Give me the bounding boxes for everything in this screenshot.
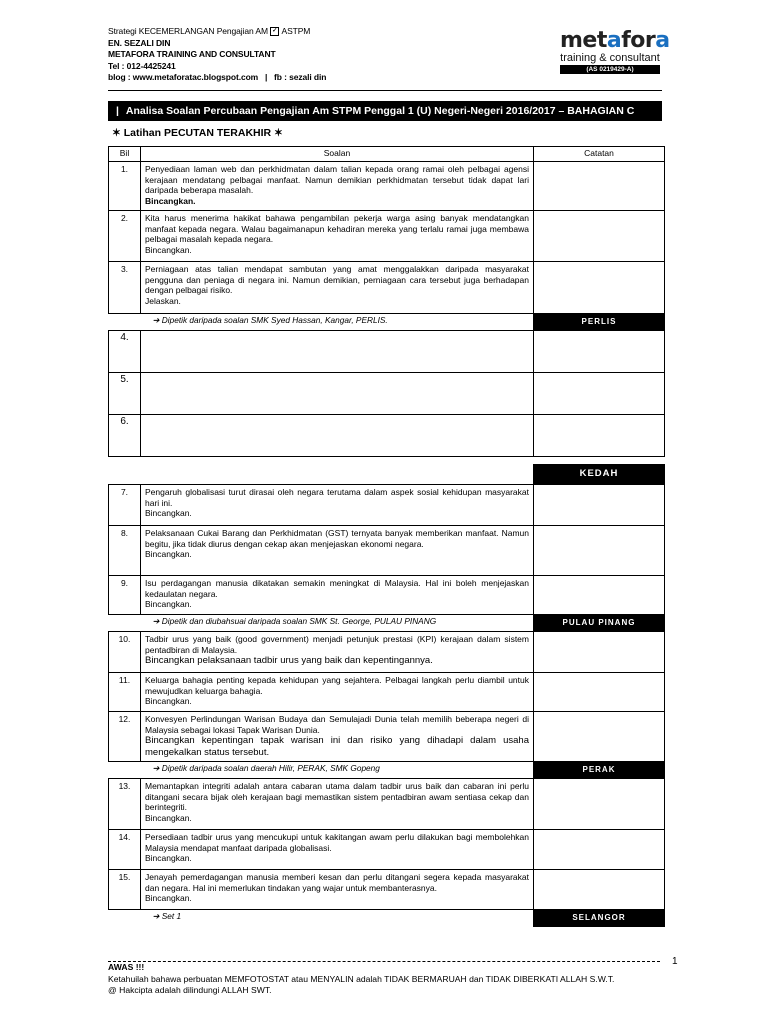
table-row: [109, 211, 665, 262]
table-row: [109, 673, 665, 712]
note-cell: [534, 415, 665, 457]
question-command: Bincangkan.: [145, 549, 192, 559]
footer-line-2: @ Hakcipta adalah dilindungi ALLAH SWT.: [108, 985, 272, 995]
table-row: [109, 373, 665, 415]
question-cell: [141, 373, 534, 415]
note-cell: [534, 712, 665, 762]
fb-link[interactable]: fb : sezali din: [274, 72, 327, 82]
col-bil: Bil: [109, 147, 141, 162]
table-row: [109, 870, 665, 910]
contact-line: blog : www.metaforatac.blogspot.com | fb : sezali din: [108, 72, 327, 82]
question-cell: Konvesyen Perlindungan Warisan Budaya dan Semulajadi Dunia telah memilih beberapa negeri di Malaysia sebagai lokasi Tapak Warisan Dunia. Bincangkan kepentingan tapak warisan ini dan risiko yang dihadapi dalam usaha mengekalkan status tersebut.: [141, 712, 534, 762]
row-number: 8.: [109, 526, 141, 576]
note-cell: [534, 485, 665, 526]
note-cell: [534, 162, 665, 211]
note-cell: [534, 870, 665, 910]
note-cell: [534, 632, 665, 673]
footer: [108, 962, 668, 997]
question-command: Bincangkan kepentingan tapak warisan ini dan risiko yang dihadapi dalam usaha mengekalkan status tersebut.: [145, 735, 529, 758]
company-name: METAFORA TRAINING AND CONSULTANT: [108, 49, 276, 59]
table-row: [109, 830, 665, 870]
source-text: ➔ Dipetik dan diubahsuai daripada soalan SMK St. George, PULAU PINANG: [152, 616, 437, 626]
source-row: [109, 314, 665, 331]
row-number: 11.: [109, 673, 141, 712]
question-command: Bincangkan.: [145, 195, 196, 206]
blog-link[interactable]: blog : www.metaforatac.blogspot.com: [108, 72, 259, 82]
row-number: 13.: [109, 779, 141, 830]
row-number: 1.: [109, 162, 141, 211]
subtitle: ✶ Latihan PECUTAN TERAKHIR ✶: [112, 127, 283, 139]
title-bar: | Analisa Soalan Percubaan Pengajian Am STPM Penggal 1 (U) Negeri-Negeri 2016/2017 – BAHAGIAN C: [108, 101, 662, 121]
note-cell: [534, 673, 665, 712]
state-label: SELANGOR: [534, 910, 665, 927]
state-label: PERAK: [534, 762, 665, 779]
table-row: [109, 779, 665, 830]
question-cell: Tadbir urus yang baik (good government) menjadi petunjuk prestasi (KPI) kerajaan dalam sistem pentadbiran di Malaysia. Bincangkan pelaksanaan tadbir urus yang baik dan kepentingannya.: [141, 632, 534, 673]
page-title: Analisa Soalan Percubaan Pengajian Am STPM Penggal 1 (U) Negeri-Negeri 2016/2017 – BAHAGIAN C: [125, 105, 635, 117]
telephone: Tel : 012-4425241: [108, 60, 176, 71]
question-cell: Isu perdagangan manusia dikatakan semakin meningkat di Malaysia. Hal ini boleh menjejaskan kedaulatan negara. Bincangkan.: [141, 576, 534, 615]
source-row: [109, 910, 665, 927]
question-cell: Jenayah pemerdagangan manusia memberi kesan dan perlu ditangani segera kepada masyarakat dan negara. Hal ini memerlukan tindakan yang wajar untuk membanterasnya. Bincangkan.: [141, 870, 534, 910]
state-label: KEDAH: [534, 465, 665, 485]
row-number: 5.: [109, 373, 141, 415]
row-number: 14.: [109, 830, 141, 870]
row-number: 10.: [109, 632, 141, 673]
question-cell: [141, 331, 534, 373]
checkbox-icon: ✓: [270, 27, 279, 36]
logo-tagline: training & consultant: [560, 52, 660, 64]
table-header-row: [109, 147, 665, 162]
header-divider: [108, 90, 662, 91]
table-row: [109, 415, 665, 457]
source-text: ➔ Dipetik daripada soalan daerah Hilir, PERAK, SMK Gopeng: [152, 763, 380, 773]
question-command: Bincangkan pelaksanaan tadbir urus yang baik dan kepentingannya.: [145, 655, 433, 666]
source-row: [109, 762, 665, 779]
source-row: [109, 465, 665, 485]
question-command: Jelaskan.: [145, 295, 181, 306]
row-number: 2.: [109, 211, 141, 262]
note-cell: [534, 262, 665, 314]
note-cell: [534, 331, 665, 373]
question-command: Bincangkan.: [145, 853, 192, 863]
metafora-logo: [560, 28, 670, 74]
table-row: [109, 485, 665, 526]
source-text: ➔ Set 1: [152, 911, 182, 921]
question-command: Bincangkan.: [145, 812, 192, 823]
page-number: 1: [672, 956, 678, 967]
row-number: 12.: [109, 712, 141, 762]
header-line-1: Strategi KECEMERLANGAN Pengajian AM ✓ ASTPM: [108, 26, 311, 36]
footer-line-1: Ketahuilah bahawa perbuatan MEMFOTOSTAT atau MENYALIN adalah TIDAK BERMARUAH dan TIDAK DIBERKATI ALLAH S.W.T.: [108, 973, 615, 984]
question-cell: Kita harus menerima hakikat bahawa pengambilan pekerja warga asing banyak mendatangkan manfaat kepada negara. Walau bagaimanapun kehadiran mereka yang terlalu ramai juga membawa pelbagai masalah kepada negara. Bincangkan.: [141, 211, 534, 262]
question-cell: Pelaksanaan Cukai Barang dan Perkhidmatan (GST) ternyata banyak memberikan manfaat. Namun begitu, jika tidak diurus dengan cekap akan menjejaskan ekonomi negara. Bincangkan.: [141, 526, 534, 576]
question-cell: Keluarga bahagia penting kepada kehidupan yang sejahtera. Pelbagai langkah perlu diambil untuk mewujudkan keluarga bahagia. Bincangkan.: [141, 673, 534, 712]
state-label: PULAU PINANG: [534, 615, 665, 632]
table-row: [109, 331, 665, 373]
footer-warning: AWAS !!!: [108, 962, 145, 972]
question-cell: Persediaan tadbir urus yang mencukupi untuk kakitangan awam perlu dilakukan bagi membolehkan Malaysia mendapat manfaat daripada globalisasi. Bincangkan.: [141, 830, 534, 870]
question-cell: Penyediaan laman web dan perkhidmatan dalam talian kepada orang ramai oleh pelbagai agensi kerajaan mendatang pelbagai manfaat. Namun demikian perkhidmatan tersebut tidak dapat lari daripada beberapa masalah. Bincangkan.: [141, 162, 534, 211]
note-cell: [534, 526, 665, 576]
document-header: [108, 26, 326, 84]
question-cell: [141, 415, 534, 457]
question-cell: Memantapkan integriti adalah antara cabaran utama dalam tadbir urus baik dan cabaran ini perlu ditangani secara bijak oleh kerajaan bagi memastikan sistem pentadbiran awam sentiasa cekap dan berintegriti. Bincangkan.: [141, 779, 534, 830]
table-row: [109, 162, 665, 211]
source-text: ➔ Dipetik daripada soalan SMK Syed Hassan, Kangar, PERLIS.: [152, 315, 388, 325]
row-number: 3.: [109, 262, 141, 314]
table-row: [109, 632, 665, 673]
note-cell: [534, 779, 665, 830]
question-command: Bincangkan.: [145, 599, 192, 609]
state-label: PERLIS: [534, 314, 665, 331]
questions-table: [108, 146, 665, 927]
table-row: [109, 262, 665, 314]
note-cell: [534, 576, 665, 615]
note-cell: [534, 373, 665, 415]
logo-brand: metafora: [560, 28, 670, 53]
col-soalan: Soalan: [141, 147, 534, 162]
source-text: [141, 465, 534, 485]
question-cell: Perniagaan atas talian mendapat sambutan yang amat menggalakkan daripada masyarakat pengguna dan peniaga di negara ini. Namun demikian, perniagaan cara tersebut juga berhadapan dengan pelbagai risiko. Jelaskan.: [141, 262, 534, 314]
row-number: 6.: [109, 415, 141, 457]
question-command: Bincangkan.: [145, 244, 192, 255]
col-catatan: Catatan: [534, 147, 665, 162]
question-command: Bincangkan.: [145, 696, 192, 706]
question-command: Bincangkan.: [145, 508, 192, 518]
note-cell: [534, 211, 665, 262]
author-name: EN. SEZALI DIN: [108, 37, 171, 48]
row-number: 15.: [109, 870, 141, 910]
row-number: 4.: [109, 331, 141, 373]
question-cell: Pengaruh globalisasi turut dirasai oleh negara terutama dalam aspek sosial kehidupan masyarakat hari ini. Bincangkan.: [141, 485, 534, 526]
table-row: [109, 576, 665, 615]
question-command: Bincangkan.: [145, 893, 192, 903]
row-number: 7.: [109, 485, 141, 526]
row-number: 9.: [109, 576, 141, 615]
note-cell: [534, 830, 665, 870]
table-row: [109, 712, 665, 762]
logo-registration: (AS 0219429-A): [560, 65, 660, 74]
source-row: [109, 615, 665, 632]
table-row: [109, 526, 665, 576]
